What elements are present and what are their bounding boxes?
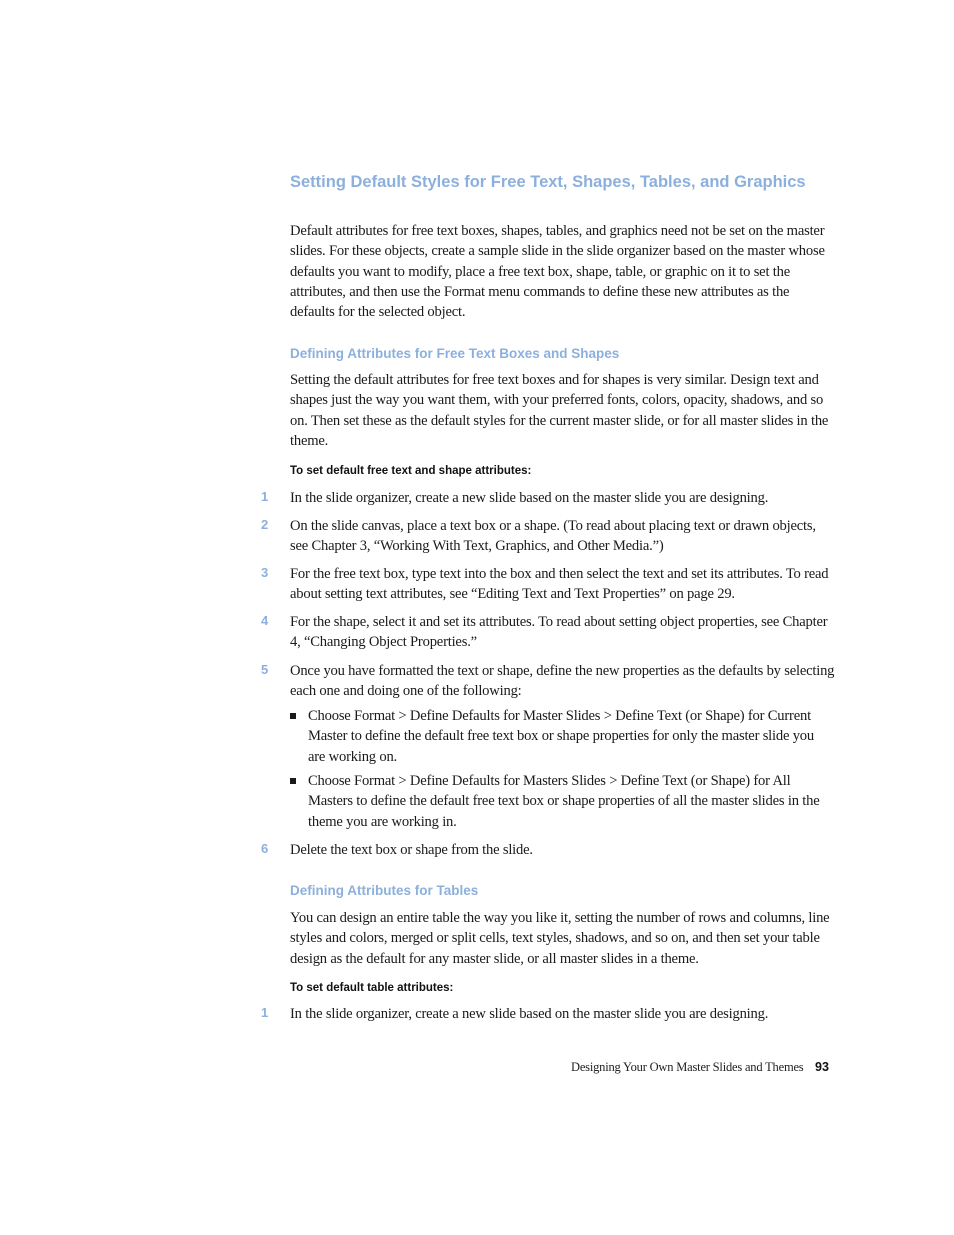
step-number: 4	[261, 613, 269, 628]
tables-intro-paragraph: You can design an entire table the way you like it, setting the number of rows and columns, line styles and colors, merged or split cells, text styles, shadows, and so on, and then set your table design as the default for any master slide, or all master slides in a theme.	[290, 910, 830, 967]
bullet-text: Choose Format > Define Defaults for Masters Slides > Define Text (or Shape) for All Masters to define the default free text box or shape properties of all the master slides in the theme you are working in.	[308, 773, 820, 830]
step-text: In the slide organizer, create a new slide based on the master slide you are designing.	[290, 1006, 769, 1022]
step-text: Once you have formatted the text or shape, define the new properties as the defaults by selecting each one and doing one of the following:	[290, 663, 835, 700]
task-title-text-shapes: To set default free text and shape attributes:	[290, 465, 532, 477]
step-text: In the slide organizer, create a new slide based on the master slide you are designing.	[290, 490, 769, 506]
bullet-square-icon	[290, 713, 296, 719]
section-heading: Setting Default Styles for Free Text, Shapes, Tables, and Graphics	[290, 173, 806, 191]
step-text: For the free text box, type text into the box and then select the text and set its attributes. To read about setting text attributes, see “Editing Text and Text Properties” on page 29.	[290, 566, 829, 603]
step-number: 1	[261, 489, 269, 504]
step-text: Delete the text box or shape from the slide.	[290, 842, 533, 858]
footer-page-number: 93	[815, 1060, 829, 1074]
bullet-square-icon	[290, 778, 296, 784]
step-number: 3	[261, 565, 269, 580]
section-intro-paragraph: Default attributes for free text boxes, shapes, tables, and graphics need not be set on the master slides. For these objects, create a sample slide in the slide organizer based on the master whose defaults you want to modify, place a free text box, shape, table, or graphic on it to set the attributes, and then use the Format menu commands to define these new attributes as the defaults for the selected object.	[290, 223, 825, 321]
subsection-heading-text-shapes: Defining Attributes for Free Text Boxes and Shapes	[290, 346, 620, 361]
step-number: 2	[261, 517, 269, 532]
step-number: 1	[261, 1005, 269, 1020]
task-title-tables: To set default table attributes:	[290, 982, 454, 994]
subsection-heading-tables: Defining Attributes for Tables	[290, 883, 479, 898]
step-text: On the slide canvas, place a text box or a shape. (To read about placing text or drawn objects, see Chapter 3, “Working With Text, Graphics, and Other Media.”)	[290, 518, 816, 555]
footer-chapter-title: Designing Your Own Master Slides and Themes	[571, 1060, 804, 1074]
step-number: 5	[261, 662, 269, 677]
step-number: 6	[261, 841, 269, 856]
text-shapes-intro-paragraph: Setting the default attributes for free text boxes and for shapes is very similar. Design text and shapes just the way you want them, with your preferred fonts, colors, opacity, shadows, and so on. Then set these as the default styles for the current master slide, or for all master slides in the theme.	[290, 372, 829, 449]
step-text: For the shape, select it and set its attributes. To read about setting object properties, see Chapter 4, “Changing Object Properties.”	[290, 614, 828, 651]
bullet-text: Choose Format > Define Defaults for Master Slides > Define Text (or Shape) for Current Master to define the default free text box or shape properties for only the master slide you are working on.	[308, 708, 814, 765]
